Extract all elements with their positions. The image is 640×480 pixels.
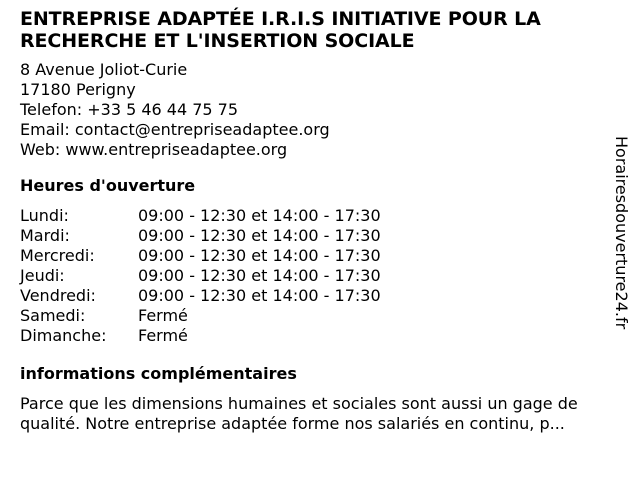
day-hours: 09:00 - 12:30 et 14:00 - 17:30: [138, 266, 381, 285]
day-label: Lundi:: [20, 206, 69, 225]
day-hours: 09:00 - 12:30 et 14:00 - 17:30: [138, 226, 381, 245]
day-hours: Fermé: [138, 326, 188, 345]
day-hours: 09:00 - 12:30 et 14:00 - 17:30: [138, 206, 381, 225]
contact-block: [20, 60, 620, 160]
day-label: Dimanche:: [20, 326, 107, 345]
site-watermark: Horairesdouverture24.fr: [612, 136, 631, 330]
hours-table: [20, 206, 620, 346]
hours-row-tuesday: [20, 226, 620, 246]
day-label: Vendredi:: [20, 286, 96, 305]
day-hours: Fermé: [138, 306, 188, 325]
day-hours: 09:00 - 12:30 et 14:00 - 17:30: [138, 246, 381, 265]
hours-heading: Heures d'ouverture: [20, 176, 196, 195]
business-name: ENTREPRISE ADAPTÉE I.R.I.S INITIATIVE POUR LA RECHERCHE ET L'INSERTION SOCIALE: [20, 8, 541, 52]
web-line: Web: www.entrepriseadaptee.org: [20, 140, 288, 159]
hours-row-monday: [20, 206, 620, 226]
email-line: Email: contact@entrepriseadaptee.org: [20, 120, 330, 139]
info-text: Parce que les dimensions humaines et sociales sont aussi un gage de qualité. Notre entreprise adaptée forme nos salariés en continu, p...: [20, 394, 578, 433]
day-label: Mercredi:: [20, 246, 95, 265]
hours-row-sunday: [20, 326, 620, 346]
address-city: 17180 Perigny: [20, 80, 136, 99]
address-street: 8 Avenue Joliot-Curie: [20, 60, 188, 79]
day-hours: 09:00 - 12:30 et 14:00 - 17:30: [138, 286, 381, 305]
hours-row-friday: [20, 286, 620, 306]
hours-row-thursday: [20, 266, 620, 286]
hours-row-saturday: [20, 306, 620, 326]
info-heading: informations complémentaires: [20, 364, 297, 383]
day-label: Jeudi:: [20, 266, 65, 285]
hours-row-wednesday: [20, 246, 620, 266]
business-card: [20, 8, 620, 434]
phone-line: Telefon: +33 5 46 44 75 75: [20, 100, 239, 119]
day-label: Mardi:: [20, 226, 70, 245]
day-label: Samedi:: [20, 306, 86, 325]
